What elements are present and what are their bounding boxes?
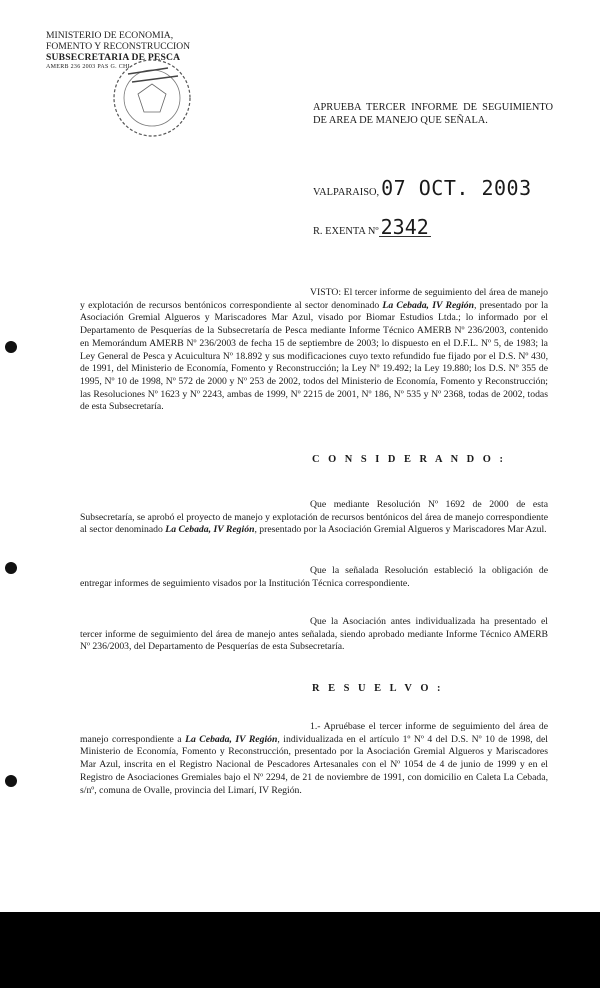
punch-hole-icon [5,775,17,787]
punch-hole-icon [5,562,17,574]
scan-border [0,912,600,988]
exenta-label: R. EXENTA Nº [313,226,379,237]
resolution-number [313,215,431,239]
ministry-line-2: FOMENTO Y RECONSTRUCCION [46,41,191,52]
official-seal-stamp-icon [108,54,196,142]
visto-paragraph: VISTO: El tercer informe de seguimiento del área de manejo y explotación de recursos bentónicos correspondiente al sector denominado La Cebada, IV Región, presentado por la Asociación Gremial Algueros y Mariscadores Mar Azul, visado por Biomar Estudios Ltda.; lo informado por el Departamento de Pesquerías de la Subsecretaría de Pesca mediante Informe Técnico AMERB Nº 236/2003, contenido en Memorándum AMERB Nº 236/2003 de fecha 15 de septiembre de 2003; lo dispuesto en el D.F.L. Nº 5, de 1983; la Ley General de Pesca y Acuicultura Nº 18.892 y sus modificaciones cuyo texto refundido fue fijado por el D.S. Nº 430, de 1991, del Ministerio de Economía, Fomento y Reconstrucción; la Ley Nº 19.492; la Ley 19.880; los D.S. Nº 355 de 1995, Nº 10 de 1998, Nº 572 de 2000 y Nº 253 de 2002, todos del Ministerio de Economía, Fomento y Reconstrucción; las Resoluciones Nº 1623 y Nº 2243, ambas de 1999, Nº 2215 de 2001, Nº 186, Nº 535 y Nº 2368, todas de 2002, todas de esta Subsecretaría. [80,287,549,413]
resuelvo-paragraph-1: 1.- Apruébase el tercer informe de seguimiento del área de manejo correspondiente a La Cebada, IV Región, individualizada en el artículo 1º Nº 4 del D.S. Nº 10 de 1998, del Ministerio de Economía, Fomento y Reconstrucción, presentado por la Asociación Gremial Algueros y Mariscadores Mar Azul, inscrita en el Registro Nacional de Pescadores Artesanales con el Nº 1054 de 4 de junio de 1999 y en el Registro de Asociaciones Gremiales bajo el Nº 2294, de 21 de noviembre de 1991, con domicilio en Caleta La Cebada, s/nº, comuna de Ovalle, provincia del Limarí, IV Región. [80,721,548,796]
subsecretaria-line: SUBSECRETARIA DE PESCA [46,52,181,63]
resolution-title: APRUEBA TERCER INFORME DE SEGUIMIENTO DE AREA DE MANEJO QUE SEÑALA. [313,102,553,126]
visto-lead: VISTO: [310,287,342,298]
resuelvo-heading: R E S U E L V O : [312,683,444,694]
place-date [313,176,532,200]
considerando-paragraph-1: Que mediante Resolución Nº 1692 de 2000 de esta Subsecretaría, se aprobó el proyecto de manejo y explotación de recursos bentónicos del área de manejo correspondiente al sector denominado La Cebada, IV Región, presentado por la Asociación Gremial Algueros y Mariscadores Mar Azul. [80,499,548,536]
place-label: VALPARAISO, [313,187,380,198]
sector-name: La Cebada, IV Región [382,299,475,311]
exenta-number: 2342 [380,215,429,239]
stamped-date: 07 OCT. 2003 [381,176,532,200]
considerando-heading: C O N S I D E R A N D O : [312,454,506,465]
reference-code: AMERB 236 2003 PAS G. CHI [46,64,130,70]
ministry-line: MINISTERIO DE ECONOMIA, [46,30,174,41]
considerando-paragraph-2: Que la señalada Resolución estableció la obligación de entregar informes de seguimiento visados por la Institución Técnica correspondiente. [80,565,548,589]
considerando-paragraph-3: Que la Asociación antes individualizada ha presentado el tercer informe de seguimiento del área de manejo antes señalada, siendo aprobado mediante Informe Técnico AMERB Nº 236/2003, del Departamento de Pesquerías de esta Subsecretaría. [80,616,548,653]
punch-hole-icon [5,341,17,353]
